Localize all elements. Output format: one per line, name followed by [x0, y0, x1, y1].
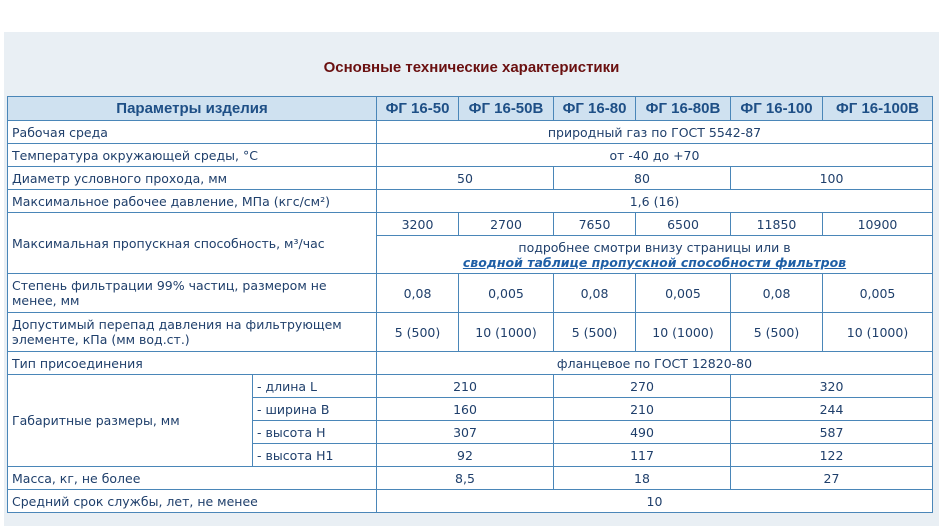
cell-value: 50	[377, 167, 554, 190]
cell-value: 10 (1000)	[459, 313, 554, 352]
cell-value: 1,6 (16)	[377, 190, 933, 213]
sub-label: - высота Н1	[253, 444, 377, 467]
cell-value: 2700	[459, 213, 554, 236]
header-model: ФГ 16-100В	[823, 97, 933, 121]
cell-value: 122	[731, 444, 933, 467]
cell-value: 160	[377, 398, 554, 421]
cell-value: 6500	[636, 213, 731, 236]
cell-value: 92	[377, 444, 554, 467]
cell-value: 27	[731, 467, 933, 490]
cell-value: 0,005	[636, 274, 731, 313]
row-label: Температура окружающей среды, °С	[8, 144, 377, 167]
table-row	[8, 274, 933, 313]
cell-value: 10 (1000)	[636, 313, 731, 352]
cell-value: 10	[377, 490, 933, 513]
header-model: ФГ 16-100	[731, 97, 823, 121]
cell-value: 100	[731, 167, 933, 190]
table-row	[8, 352, 933, 375]
header-row	[8, 97, 933, 121]
cell-value: 18	[554, 467, 731, 490]
table-row	[8, 313, 933, 352]
cell-value: 244	[731, 398, 933, 421]
row-label: Габаритные размеры, мм	[8, 375, 253, 467]
cell-value: 117	[554, 444, 731, 467]
cell-value: 490	[554, 421, 731, 444]
row-label: Диаметр условного прохода, мм	[8, 167, 377, 190]
cell-value: 320	[731, 375, 933, 398]
cell-value: фланцевое по ГОСТ 12820-80	[377, 352, 933, 375]
header-model: ФГ 16-50	[377, 97, 459, 121]
header-param: Параметры изделия	[8, 97, 377, 121]
table-row	[8, 467, 933, 490]
capacity-note-cell	[377, 236, 933, 274]
row-label: Степень фильтрации 99% частиц, размером не менее, мм	[8, 274, 377, 313]
table-row	[8, 490, 933, 513]
cell-value: 0,005	[823, 274, 933, 313]
row-label: Средний срок службы, лет, не менее	[8, 490, 377, 513]
header-model: ФГ 16-50В	[459, 97, 554, 121]
cell-value: 270	[554, 375, 731, 398]
cell-value: 0,005	[459, 274, 554, 313]
cell-value: 5 (500)	[377, 313, 459, 352]
page-title: Основные технические характеристики	[323, 59, 620, 76]
sub-label: - длина L	[253, 375, 377, 398]
cell-value: 11850	[731, 213, 823, 236]
cell-value: природный газ по ГОСТ 5542-87	[377, 121, 933, 144]
header-model: ФГ 16-80В	[636, 97, 731, 121]
cell-value: 0,08	[554, 274, 636, 313]
table-row	[8, 167, 933, 190]
row-label: Тип присоединения	[8, 352, 377, 375]
table-row	[8, 375, 933, 398]
row-label: Максимальное рабочее давление, МПа (кгс/см²)	[8, 190, 377, 213]
row-label: Рабочая среда	[8, 121, 377, 144]
row-label: Масса, кг, не более	[8, 467, 377, 490]
specifications-table	[7, 96, 933, 513]
cell-value: 210	[377, 375, 554, 398]
cell-value: 210	[554, 398, 731, 421]
table-row	[8, 144, 933, 167]
cell-value: 10900	[823, 213, 933, 236]
sub-label: - ширина В	[253, 398, 377, 421]
cell-value: от -40 до +70	[377, 144, 933, 167]
row-label: Максимальная пропускная способность, м³/час	[8, 213, 377, 274]
cell-value: 80	[554, 167, 731, 190]
row-label: Допустимый перепад давления на фильтрующем элементе, кПа (мм вод.ст.)	[8, 313, 377, 352]
capacity-note: подробнее смотри внизу страницы или в	[518, 239, 791, 255]
cell-value: 587	[731, 421, 933, 444]
cell-value: 10 (1000)	[823, 313, 933, 352]
table-row	[8, 190, 933, 213]
table-row	[8, 121, 933, 144]
cell-value: 5 (500)	[731, 313, 823, 352]
capacity-table-link[interactable]: сводной таблице пропускной способности фильтров	[462, 254, 847, 270]
cell-value: 5 (500)	[554, 313, 636, 352]
cell-value: 0,08	[731, 274, 823, 313]
cell-value: 7650	[554, 213, 636, 236]
sub-label: - высота Н	[253, 421, 377, 444]
cell-value: 3200	[377, 213, 459, 236]
cell-value: 8,5	[377, 467, 554, 490]
cell-value: 0,08	[377, 274, 459, 313]
header-model: ФГ 16-80	[554, 97, 636, 121]
table-row	[8, 213, 933, 236]
cell-value: 307	[377, 421, 554, 444]
